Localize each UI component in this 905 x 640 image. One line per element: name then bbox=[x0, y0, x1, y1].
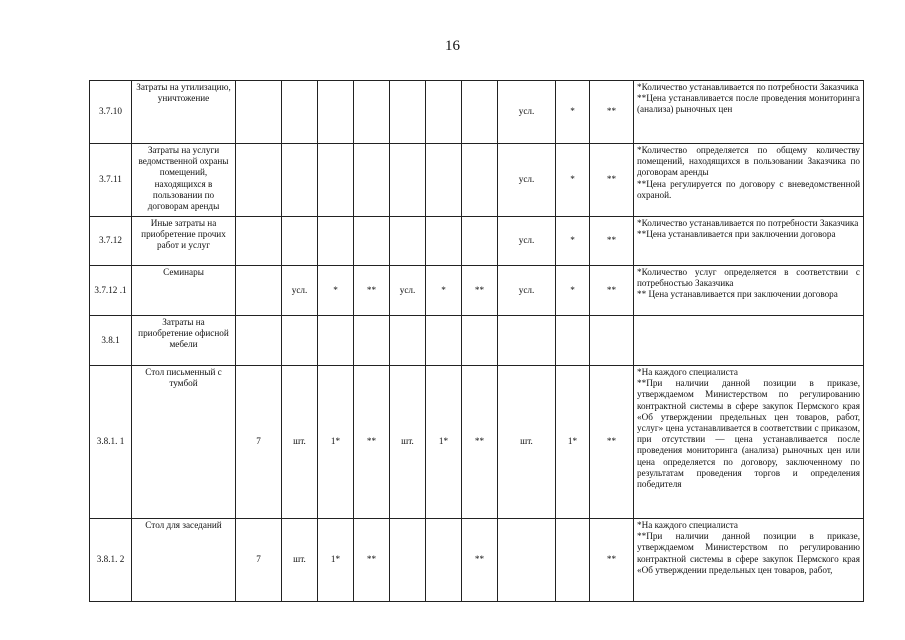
row-cell: ** bbox=[590, 217, 634, 266]
note-line: **Цена регулируется по договору с вневедомственной охраной. bbox=[637, 178, 860, 200]
row-code: 3.8.1. 1 bbox=[90, 366, 132, 519]
row-note bbox=[634, 81, 864, 144]
note-line: *На каждого специалиста bbox=[637, 520, 738, 530]
row-cell: ** bbox=[590, 266, 634, 316]
row-cell: шт. bbox=[390, 366, 426, 519]
row-cell bbox=[462, 217, 498, 266]
table-body bbox=[90, 81, 864, 602]
note-line: **Цена устанавливается при заключении договора bbox=[637, 229, 836, 240]
table-row bbox=[90, 519, 864, 602]
row-cell bbox=[426, 316, 462, 366]
row-cell bbox=[498, 316, 556, 366]
row-cell bbox=[236, 266, 282, 316]
row-code: 3.8.1 bbox=[90, 316, 132, 366]
note-line: *Количество определяется по общему количеству помещений, находящихся в пользовании Заказчика по договорам аренды bbox=[637, 145, 860, 178]
note-line: **При наличии данной позиции в приказе, утверждаемом Министерством по регулированию контрактной системы в сфере закупок Пермского края «Об утверждении предельных цен товаров, работ, услуг» цена устанавливается в соответствии с приказом, при отсутствии — цена устанавливается после проведения мониторинга (анализа) рыночных цен или цена определяется по договору, заключенному по результатам проведения торгов и определения победителя bbox=[637, 378, 860, 490]
row-cell bbox=[236, 217, 282, 266]
row-cell: ** bbox=[590, 366, 634, 519]
row-cell bbox=[282, 316, 318, 366]
row-cell bbox=[462, 81, 498, 144]
table-row bbox=[90, 81, 864, 144]
row-cell bbox=[556, 519, 590, 602]
note-line: *Количество устанавливается по потребности Заказчика bbox=[637, 218, 859, 228]
row-code: 3.7.10 bbox=[90, 81, 132, 144]
row-cell bbox=[426, 81, 462, 144]
row-cell: усл. bbox=[390, 266, 426, 316]
row-cell: ** bbox=[590, 519, 634, 602]
row-cell bbox=[390, 217, 426, 266]
row-cell: * bbox=[556, 217, 590, 266]
row-note bbox=[634, 217, 864, 266]
row-name: Затраты на утилизацию, уничтожение bbox=[132, 81, 236, 144]
row-cell bbox=[462, 144, 498, 217]
row-cell: шт. bbox=[498, 366, 556, 519]
row-name: Иные затраты на приобретение прочих работ и услуг bbox=[132, 217, 236, 266]
row-cell bbox=[236, 316, 282, 366]
note-line: *На каждого специалиста bbox=[637, 367, 738, 377]
row-cell: * bbox=[426, 266, 462, 316]
row-cell bbox=[390, 81, 426, 144]
row-note bbox=[634, 366, 864, 519]
note-line: ** Цена устанавливается при заключении договора bbox=[637, 289, 838, 300]
row-cell bbox=[426, 519, 462, 602]
row-code: 3.7.12 bbox=[90, 217, 132, 266]
row-cell bbox=[282, 81, 318, 144]
row-name: Семинары bbox=[132, 266, 236, 316]
row-cell: ** bbox=[462, 266, 498, 316]
row-name: Затраты на услуги ведомственной охраны помещений, находящихся в пользовании по договорам аренды bbox=[132, 144, 236, 217]
note-line: **При наличии данной позиции в приказе, утверждаемом Министерством по регулированию контрактной системы в сфере закупок Пермского края «Об утверждении предельных цен товаров, работ, bbox=[637, 531, 860, 575]
row-cell bbox=[426, 144, 462, 217]
row-cell bbox=[282, 217, 318, 266]
row-cell bbox=[556, 316, 590, 366]
row-note bbox=[634, 316, 864, 366]
table-row bbox=[90, 316, 864, 366]
row-code: 3.7.12 .1 bbox=[90, 266, 132, 316]
row-note bbox=[634, 266, 864, 316]
row-cell: 7 bbox=[236, 366, 282, 519]
row-cell: * bbox=[556, 81, 590, 144]
row-code: 3.8.1. 2 bbox=[90, 519, 132, 602]
row-name: Затраты на приобретение офисной мебели bbox=[132, 316, 236, 366]
costs-table bbox=[89, 80, 864, 602]
row-cell: шт. bbox=[282, 519, 318, 602]
row-cell: 1* bbox=[426, 366, 462, 519]
row-cell bbox=[426, 217, 462, 266]
note-line: *Количество услуг определяется в соответствии с потребностью Заказчика bbox=[637, 267, 860, 289]
table-row bbox=[90, 217, 864, 266]
row-cell: * bbox=[556, 144, 590, 217]
row-cell bbox=[318, 217, 354, 266]
row-cell bbox=[354, 144, 390, 217]
table-row bbox=[90, 266, 864, 316]
row-name: Стол письменный с тумбой bbox=[132, 366, 236, 519]
row-cell: ** bbox=[354, 366, 390, 519]
row-cell bbox=[318, 144, 354, 217]
row-cell: 1* bbox=[318, 519, 354, 602]
note-line: **Цена устанавливается после проведения мониторинга (анализа) рыночных цен bbox=[637, 93, 860, 115]
row-cell bbox=[282, 144, 318, 217]
row-cell: усл. bbox=[498, 266, 556, 316]
row-cell: ** bbox=[354, 519, 390, 602]
row-cell bbox=[390, 144, 426, 217]
row-cell: усл. bbox=[498, 81, 556, 144]
row-cell bbox=[354, 81, 390, 144]
row-cell: ** bbox=[590, 144, 634, 217]
row-cell bbox=[390, 316, 426, 366]
row-cell bbox=[354, 217, 390, 266]
row-cell bbox=[318, 316, 354, 366]
row-note bbox=[634, 519, 864, 602]
row-cell bbox=[590, 316, 634, 366]
row-cell: 1* bbox=[556, 366, 590, 519]
row-cell bbox=[236, 144, 282, 217]
row-cell bbox=[318, 81, 354, 144]
row-cell: 1* bbox=[318, 366, 354, 519]
note-line: *Количество устанавливается по потребности Заказчика bbox=[637, 82, 859, 92]
row-cell: шт. bbox=[282, 366, 318, 519]
row-code: 3.7.11 bbox=[90, 144, 132, 217]
table-row bbox=[90, 366, 864, 519]
row-cell bbox=[498, 519, 556, 602]
row-cell: усл. bbox=[498, 217, 556, 266]
row-cell bbox=[462, 316, 498, 366]
row-cell bbox=[354, 316, 390, 366]
row-cell: * bbox=[556, 266, 590, 316]
row-cell: ** bbox=[462, 519, 498, 602]
row-name: Стол для заседаний bbox=[132, 519, 236, 602]
row-cell: ** bbox=[462, 366, 498, 519]
page-number: 16 bbox=[445, 38, 460, 54]
row-cell: усл. bbox=[282, 266, 318, 316]
row-cell bbox=[390, 519, 426, 602]
table-row bbox=[90, 144, 864, 217]
row-cell: 7 bbox=[236, 519, 282, 602]
row-cell: ** bbox=[590, 81, 634, 144]
row-note bbox=[634, 144, 864, 217]
row-cell: * bbox=[318, 266, 354, 316]
row-cell bbox=[236, 81, 282, 144]
row-cell: усл. bbox=[498, 144, 556, 217]
row-cell: ** bbox=[354, 266, 390, 316]
